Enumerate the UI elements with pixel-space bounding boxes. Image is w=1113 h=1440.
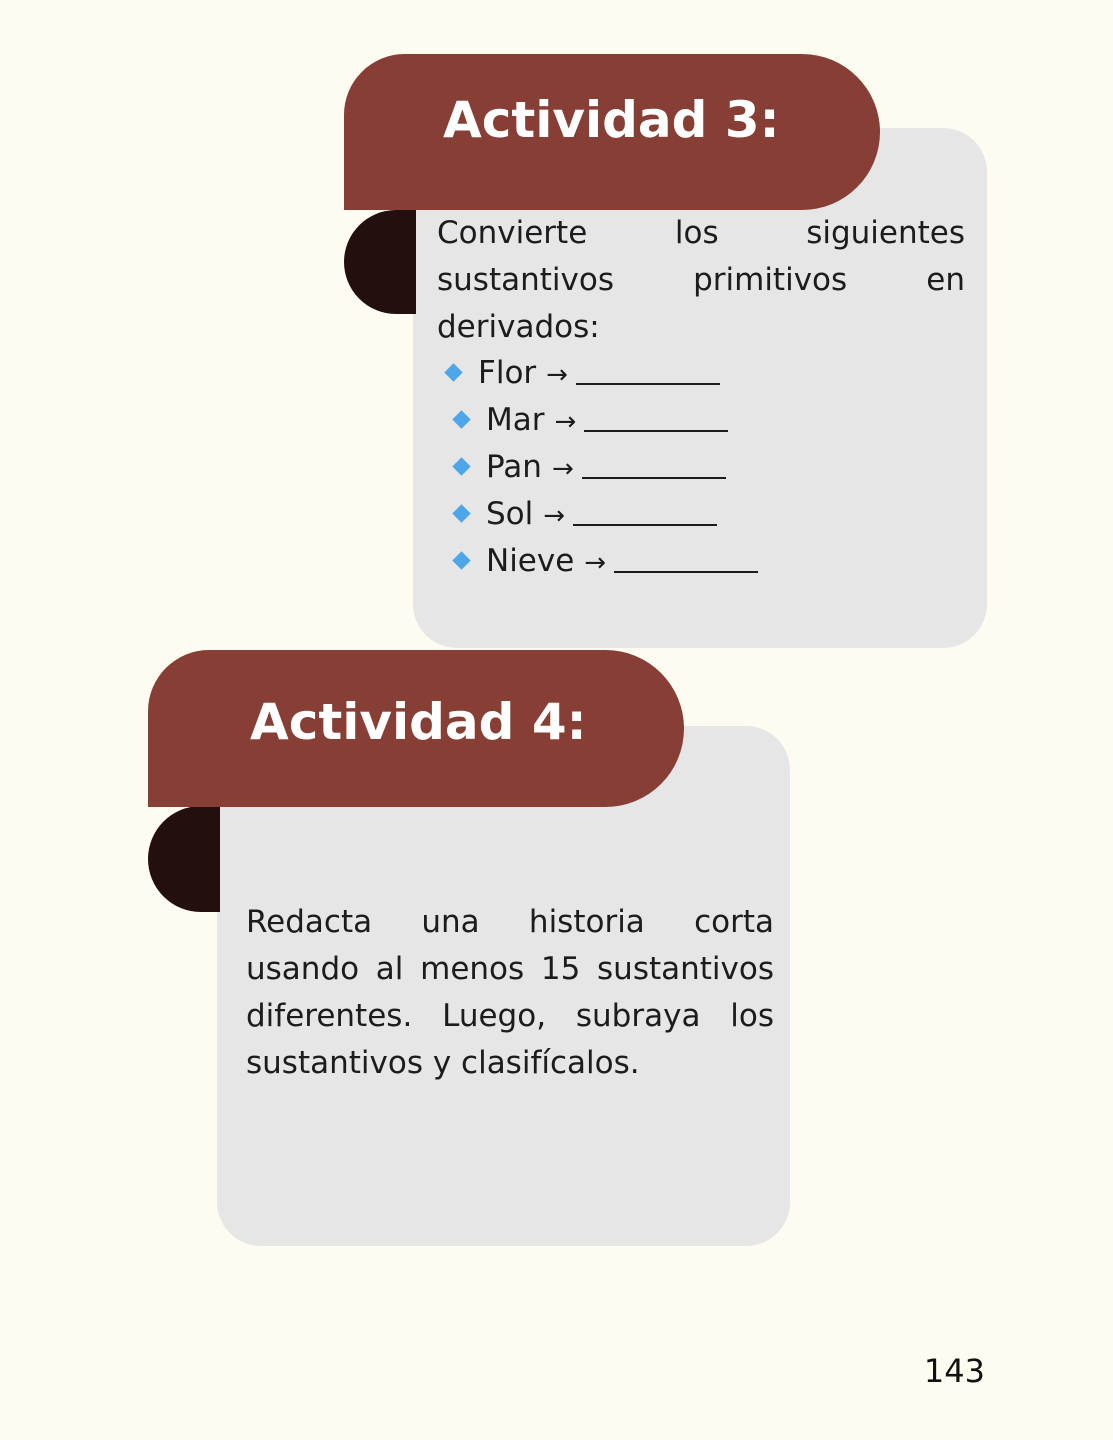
- item-word: Nieve: [486, 543, 575, 579]
- answer-blank[interactable]: [576, 383, 720, 385]
- activity-4-banner-curl: [148, 806, 220, 912]
- activity-3-banner-curl: [344, 210, 416, 314]
- answer-blank[interactable]: [582, 477, 726, 479]
- arrow-icon: →: [584, 548, 607, 578]
- answer-blank[interactable]: [584, 430, 728, 432]
- activity-3-instructions: Convierte los siguientes sustantivos primitivos en derivados:: [437, 215, 965, 345]
- arrow-icon: →: [543, 501, 566, 531]
- list-item: [455, 496, 717, 532]
- page-number: 143: [923, 1352, 985, 1390]
- activity-4-instructions: Redacta una historia corta usando al menos 15 sustantivos diferentes. Luego, subraya los sustantivos y clasifícalos.: [246, 904, 774, 1081]
- activity-3-title: Actividad 3:: [443, 91, 780, 149]
- arrow-icon: →: [551, 454, 574, 484]
- diamond-icon: [452, 504, 470, 522]
- diamond-icon: [452, 410, 470, 428]
- diamond-icon: [444, 363, 462, 381]
- item-word: Flor: [478, 355, 537, 391]
- diamond-icon: [452, 457, 470, 475]
- arrow-icon: →: [546, 360, 568, 390]
- activity-4-title: Actividad 4:: [250, 693, 587, 751]
- item-word: Pan: [486, 449, 542, 485]
- answer-blank[interactable]: [573, 524, 717, 526]
- list-item: [447, 355, 720, 391]
- diamond-icon: [452, 551, 470, 569]
- item-word: Mar: [486, 402, 545, 438]
- list-item: [455, 402, 728, 438]
- arrow-icon: →: [554, 407, 577, 437]
- answer-blank[interactable]: [614, 571, 758, 573]
- list-item: [455, 543, 758, 579]
- item-word: Sol: [486, 496, 534, 532]
- list-item: [455, 449, 726, 485]
